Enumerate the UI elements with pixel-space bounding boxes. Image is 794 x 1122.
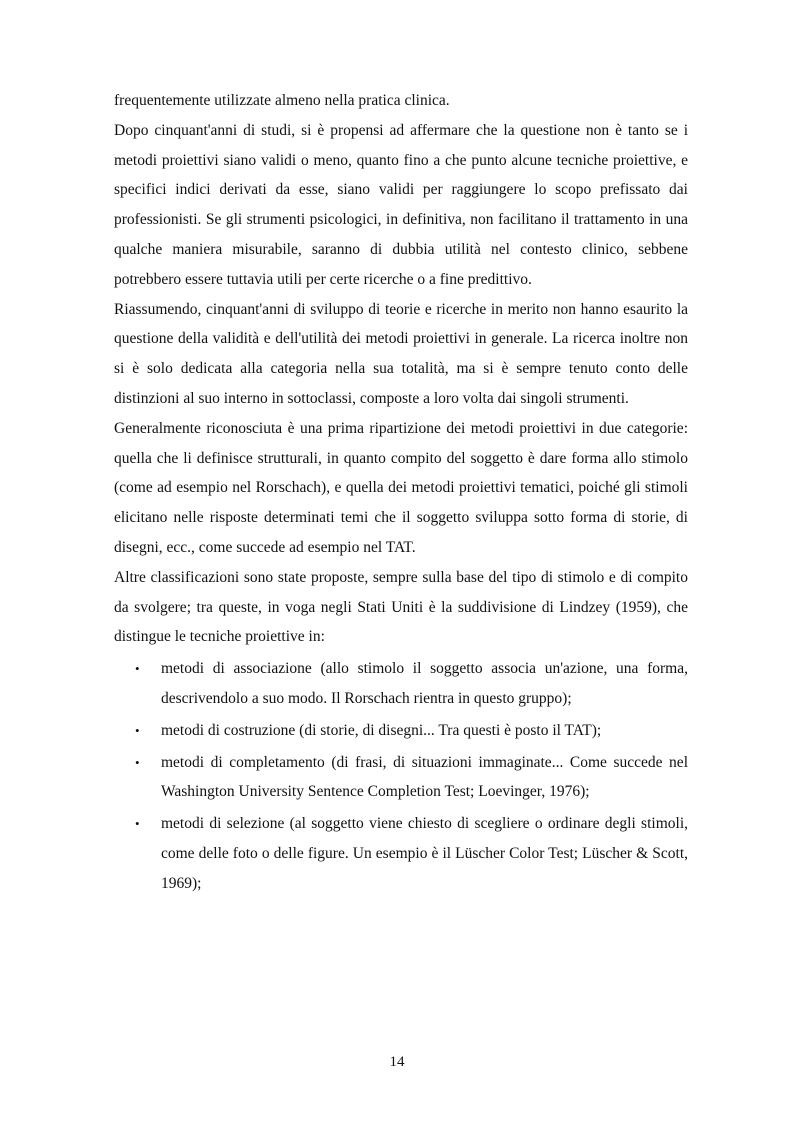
list-item (114, 748, 688, 808)
lindzey-classification-list (114, 654, 688, 898)
page-number: 14 (389, 1054, 405, 1070)
list-item-text: metodi di selezione (al soggetto viene chiesto di scegliere o ordinare degli stimoli, come delle foto o delle figure. Un esempio è il Lüscher Color Test; Lüscher & Scott, 1969); (161, 815, 688, 892)
list-item-text: metodi di associazione (allo stimolo il soggetto associa un'azione, una forma, descrivendolo a suo modo. Il Rorschach rientra in questo gruppo); (161, 660, 688, 707)
paragraph-continuation: frequentemente utilizzate almeno nella pratica clinica. (114, 92, 450, 109)
list-item (114, 716, 688, 746)
paragraph-validity: Dopo cinquant'anni di studi, si è propensi ad affermare che la questione non è tanto se i metodi proiettivi siano validi o meno, quanto fino a che punto alcune tecniche proiettive, e specifici indici derivati da esse, siano validi per raggiungere lo scopo prefissato dai professionisti. Se gli strumenti psicologici, in definitiva, non facilitano il trattamento in una qualche maniera misurabile, saranno di dubbia utilità nel contesto clinico, sebbene potrebbero essere tuttavia utili per certe ricerche o a fine predittivo. (114, 121, 688, 288)
paragraph-summary: Riassumendo, cinquant'anni di sviluppo di teorie e ricerche in merito non hanno esaurito la questione della validità e dell'utilità dei metodi proiettivi in generale. La ricerca inoltre non si è solo dedicata alla categoria nella sua totalità, ma si è sempre tenuto conto delle distinzioni al suo interno in sottoclassi, composte a loro volta dai singoli strumenti. (114, 300, 688, 407)
bullet-icon: • (135, 722, 140, 738)
list-item (114, 654, 688, 714)
list-item (114, 809, 688, 898)
list-item-text: metodi di completamento (di frasi, di situazioni immaginate... Come succede nel Washington University Sentence Completion Test; Loevinger, 1976); (161, 753, 688, 801)
bullet-icon: • (135, 816, 140, 832)
paragraph-classifications: Altre classificazioni sono state proposte, sempre sulla base del tipo di stimolo e di compito da svolgere; tra queste, in voga negli Stati Uniti è la suddivisione di Lindzey (1959), che distingue le tecniche proiettive in: (114, 568, 688, 646)
list-item-text: metodi di costruzione (di storie, di disegni... Tra questi è posto il TAT); (161, 721, 602, 739)
paragraph-categories: Generalmente riconosciuta è una prima ripartizione dei metodi proiettivi in due categorie: quella che li definisce strutturali, in quanto compito del soggetto è dare forma allo stimolo (come ad esempio nel Rorschach), e quella dei metodi proiettivi tematici, poiché gli stimoli elicitano nelle risposte determinati temi che il soggetto sviluppa sotto forma di storie, di disegni, ecc., come succede ad esempio nel TAT. (114, 419, 688, 556)
body-text (114, 86, 688, 899)
bullet-icon: • (135, 754, 140, 770)
bullet-icon: • (135, 661, 140, 677)
